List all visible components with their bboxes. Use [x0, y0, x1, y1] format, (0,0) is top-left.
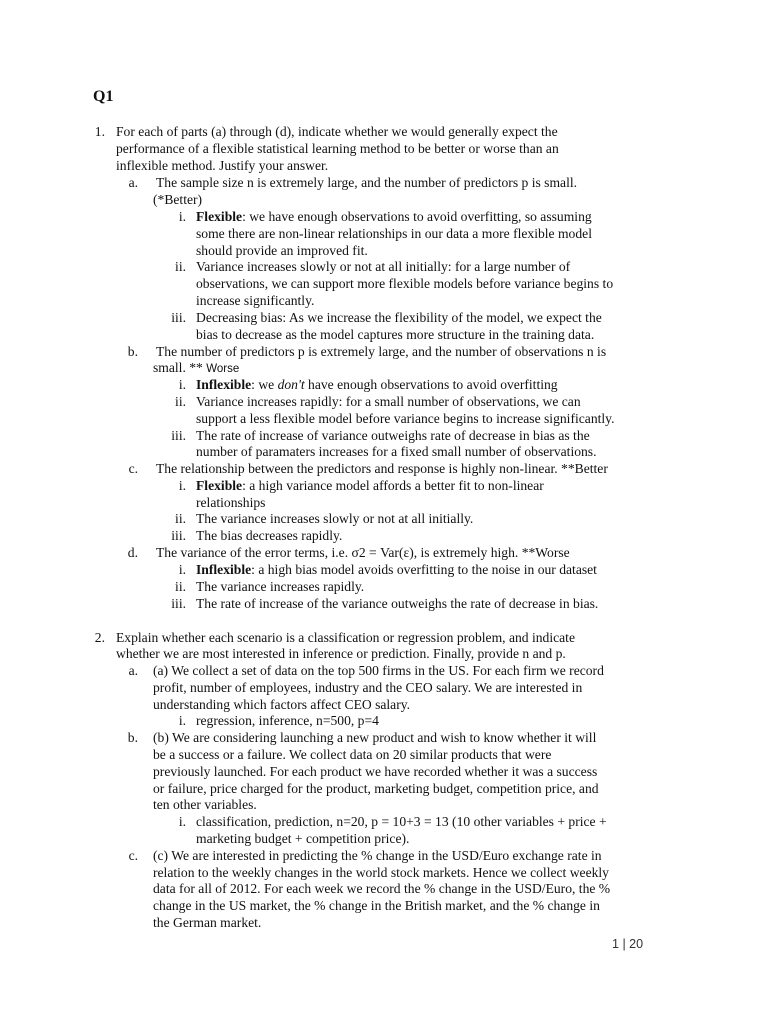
q1b-ii-text: support a less flexible model before variance begins to increase significantly. [196, 411, 615, 426]
q2c-text: relation to the weekly changes in the world stock markets. Hence we collect weekly [153, 865, 609, 880]
q2b-text: (b) We are considering launching a new product and wish to know whether it will [153, 730, 597, 745]
q1c-text: The relationship between the predictors and response is highly non-linear. **Better [156, 461, 608, 476]
q1b-ii-text: Variance increases rapidly: for a small number of observations, we can [196, 394, 581, 409]
q1b-i-pre: : we [251, 377, 278, 392]
page-number [612, 936, 643, 953]
q1b-small: small. ** [153, 360, 207, 375]
q2a-text: understanding which factors affect CEO salary. [153, 697, 411, 712]
q2a-i-text: regression, inference, n=500, p=4 [196, 713, 379, 728]
q1b-iii-label: iii. [171, 428, 186, 443]
q1d-i-rest: : a high bias model avoids overfitting to the noise in our dataset [251, 562, 597, 577]
q2b-text: previously launched. For each product we have recorded whether it was a success [153, 764, 598, 779]
q1a-label: a. [128, 175, 138, 190]
q1c-label: c. [128, 461, 138, 476]
q2b-text: ten other variables. [153, 797, 257, 812]
q1b-text [153, 360, 239, 378]
q2-number: 2. [94, 630, 105, 645]
q2-text-line: whether we are most interested in inference or prediction. Finally, provide n and p. [116, 646, 566, 661]
q1c-iii-label: iii. [171, 528, 186, 543]
q1a-iii-label: iii. [171, 310, 186, 325]
q2b-text: be a success or a failure. We collect data on 20 similar products that were [153, 747, 552, 762]
q1c-ii-text: The variance increases slowly or not at all initially. [196, 511, 474, 526]
q1a-i-text [196, 209, 592, 226]
q1a-ii-label: ii. [175, 259, 186, 274]
q1b-i-label: i. [178, 377, 186, 392]
q1d-i-label: i. [178, 562, 186, 577]
q1c-ii-label: ii. [175, 511, 186, 526]
q1d-label: d. [127, 545, 138, 560]
q1c-i-text [196, 478, 544, 495]
q1c-i-label: i. [178, 478, 186, 493]
page-current: 1 [612, 937, 619, 951]
q1a-ii-text: increase significantly. [196, 293, 315, 308]
q1d-text: The variance of the error terms, i.e. σ2 = Var(ε), is extremely high. **Worse [156, 545, 570, 560]
q1c-iii-text: The bias decreases rapidly. [196, 528, 343, 543]
q1c-i-rest: : a high variance model affords a better fit to non-linear [242, 478, 544, 493]
page-separator: | [622, 937, 626, 951]
bold-term: Inflexible [196, 377, 252, 392]
q1a-ii-text: observations, we can support more flexible models before variance begins to [196, 276, 614, 291]
q1d-ii-label: ii. [175, 579, 186, 594]
q1b-worse: Worse [206, 363, 240, 375]
q1a-i-label: i. [178, 209, 186, 224]
page-total: 20 [629, 937, 644, 951]
q2b-i-text: classification, prediction, n=20, p = 10+3 = 13 (10 other variables + price + [196, 814, 607, 829]
bold-term: Flexible [196, 209, 243, 224]
q1a-i-text: should provide an improved fit. [196, 243, 368, 258]
q2b-i-text: marketing budget + competition price). [196, 831, 410, 846]
q1a-ii-text: Variance increases slowly or not at all initially: for a large number of [196, 259, 571, 274]
q2a-i-label: i. [178, 713, 186, 728]
q1a-i-text: some there are non-linear relationships in our data a more flexible model [196, 226, 592, 241]
q1b-i-post: have enough observations to avoid overfitting [304, 377, 558, 392]
q2b-text: or failure, price charged for the product, marketing budget, competition price, and [153, 781, 599, 796]
q2b-label: b. [127, 730, 138, 745]
q1d-ii-text: The variance increases rapidly. [196, 579, 365, 594]
emphasis: don't [277, 377, 305, 392]
q2c-label: c. [128, 848, 138, 863]
q1a-iii-text: Decreasing bias: As we increase the flexibility of the model, we expect the [196, 310, 602, 325]
q1b-ii-label: ii. [175, 394, 186, 409]
q2b-i-label: i. [178, 814, 186, 829]
q2a-label: a. [128, 663, 138, 678]
q2a-text: profit, number of employees, industry and the CEO salary. We are interested in [153, 680, 583, 695]
q1a-iii-text: bias to decrease as the model captures more structure in the training data. [196, 327, 595, 342]
q2a-text: (a) We collect a set of data on the top 500 firms in the US. For each firm we record [153, 663, 604, 678]
q1b-iii-text: number of paramaters increases for a fixed small number of observations. [196, 444, 597, 459]
section-heading: Q1 [93, 88, 114, 105]
q2c-text: data for all of 2012. For each week we record the % change in the USD/Euro, the % [153, 881, 611, 896]
q1-number: 1. [94, 124, 105, 139]
q1b-iii-text: The rate of increase of variance outweighs rate of decrease in bias as the [196, 428, 590, 443]
q2c-text: the German market. [153, 915, 262, 930]
q2c-text: (c) We are interested in predicting the % change in the USD/Euro exchange rate in [153, 848, 602, 863]
q1b-i-text [196, 377, 558, 394]
q1a-text: The sample size n is extremely large, and the number of predictors p is small. [156, 175, 578, 190]
q1-text-line: performance of a flexible statistical learning method to be better or worse than an [116, 141, 559, 156]
q2c-text: change in the US market, the % change in the British market, and the % change in [153, 898, 600, 913]
q1b-text: The number of predictors p is extremely large, and the number of observations n is [156, 344, 607, 359]
q1d-iii-label: iii. [171, 596, 186, 611]
bold-term: Inflexible [196, 562, 252, 577]
q1a-text: (*Better) [153, 192, 203, 207]
q1d-iii-text: The rate of increase of the variance outweighs the rate of decrease in bias. [196, 596, 599, 611]
q1c-i-text: relationships [196, 495, 266, 510]
q2-text-line: Explain whether each scenario is a classification or regression problem, and indicate [116, 630, 575, 645]
q1d-i-text [196, 562, 597, 579]
q1-text-line: For each of parts (a) through (d), indicate whether we would generally expect the [116, 124, 558, 139]
q1b-label: b. [127, 344, 138, 359]
bold-term: Flexible [196, 478, 243, 493]
q1-text-line: inflexible method. Justify your answer. [116, 158, 329, 173]
q1a-i-rest: : we have enough observations to avoid overfitting, so assuming [242, 209, 592, 224]
